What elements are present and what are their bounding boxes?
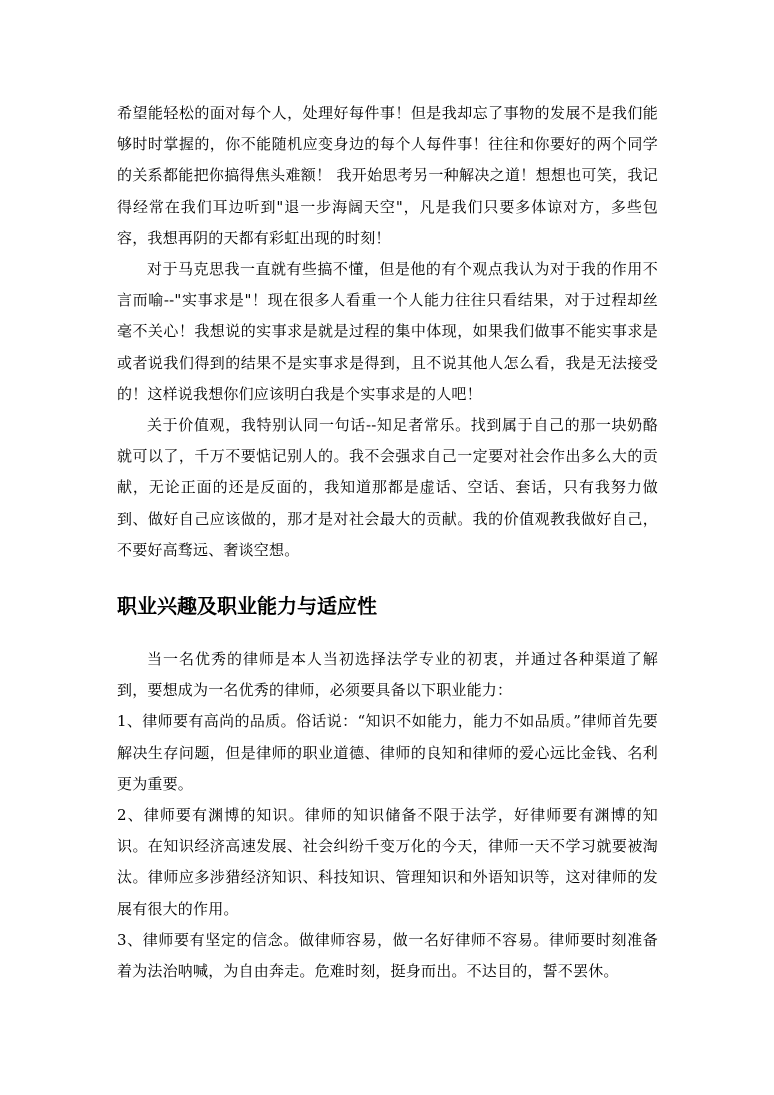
paragraph-marxism: 对于马克思我一直就有些搞不懂，但是他的有个观点我认为对于我的作用不言而喻--"实事求是"！现在很多人看重一个人能力往往只看结果，对于过程却丝毫不关心！我想说的实事求是就是过程的集中体现，如果我们做事不能实事求是或者说我们得到的结果不是实事求是得到，且不说其他人怎么看，我是无法接受的！这样说我想你们应该明白我是个实事求是的人吧！	[117, 260, 658, 403]
document-page	[117, 98, 658, 987]
list-item-knowledge: 2、律师要有渊博的知识。律师的知识储备不限于法学，好律师要有渊博的知识。在知识经济高速发展、社会纠纷千变万化的今天，律师一天不学习就要被淘汰。律师应多涉猎经济知识、科技知识、管理知识和外语知识等，这对律师的发展有很大的作用。	[117, 806, 658, 918]
paragraph-values: 关于价值观，我特别认同一句话--知足者常乐。找到属于自己的那一块奶酪就可以了，千万不要惦记别人的。我不会强求自己一定要对社会作出多么大的贡献，无论正面的还是反面的，我知道那都是虚话、空话、套话，只有我努力做到、做好自己应该做的，那才是对社会最大的贡献。我的价值观教我做好自己，不要好高骛远、奢谈空想。	[117, 416, 658, 559]
paragraph-lawyer-intro: 当一名优秀的律师是本人当初选择法学专业的初衷，并通过各种渠道了解到，要想成为一名优秀的律师，必须要具备以下职业能力：	[117, 650, 658, 700]
paragraph-harmony: 希望能轻松的面对每个人，处理好每件事！但是我却忘了事物的发展不是我们能够时时掌握的，你不能随机应变身边的每个人每件事！往往和你要好的两个同学的关系都能把你搞得焦头难额！ 我开始思考另一种解决之道！想想也可笑，我记得经常在我们耳边听到"退一步海阔天空"，凡是我们只要多体谅对方，多些包容，我想再阴的天都有彩虹出现的时刻！	[117, 104, 658, 247]
list-item-belief: 3、律师要有坚定的信念。做律师容易，做一名好律师不容易。律师要时刻准备着为法治呐喊，为自由奔走。危难时刻，挺身而出。不达目的，誓不罢休。	[117, 930, 658, 981]
list-item-quality: 1、律师要有高尚的品质。俗话说：“知识不如能力，能力不如品质。”律师首先要解决生存问题，但是律师的职业道德、律师的良知和律师的爱心远比金钱、名利更为重要。	[117, 712, 658, 793]
section-heading: 职业兴趣及职业能力与适应性	[117, 594, 377, 619]
